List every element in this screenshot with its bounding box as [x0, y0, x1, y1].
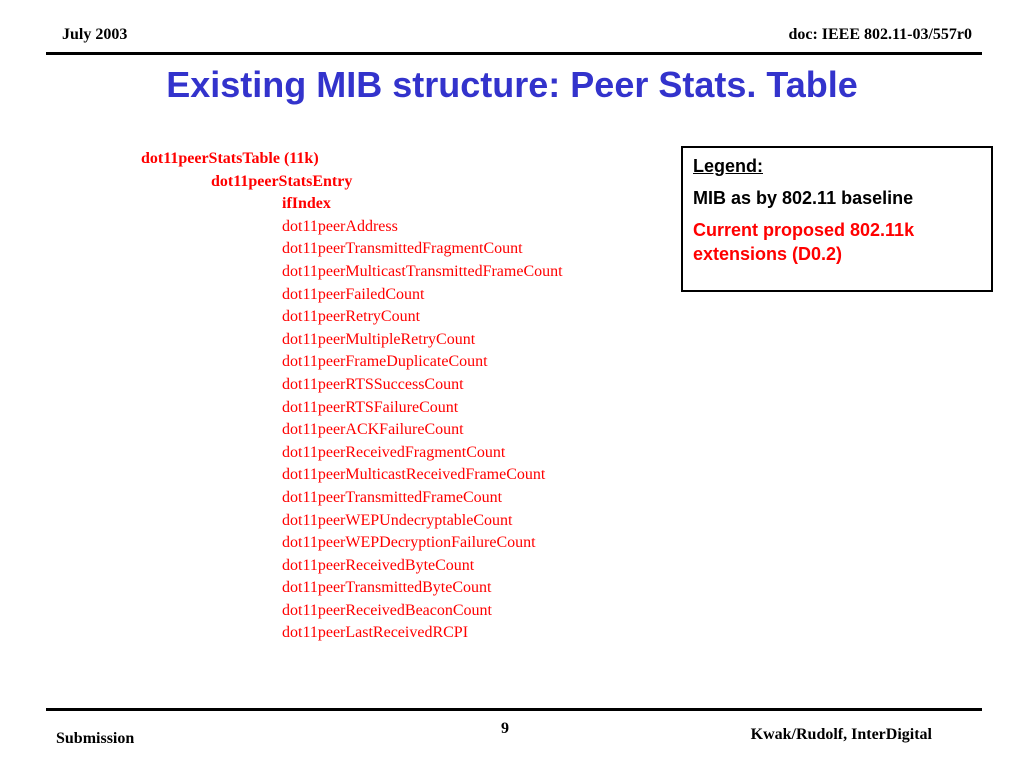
page-number: 9 — [501, 720, 509, 737]
slide-title: Existing MIB structure: Peer Stats. Table — [166, 64, 858, 105]
mib-object: dot11peerTransmittedFragmentCount — [282, 240, 523, 258]
mib-tree — [0, 148, 563, 645]
mib-object: dot11peerRTSSuccessCount — [282, 375, 464, 393]
legend-box — [681, 146, 993, 292]
mib-entry-name: dot11peerStatsEntry — [211, 172, 353, 190]
mib-object: dot11peerWEPDecryptionFailureCount — [282, 534, 536, 552]
header-doc-id: doc: IEEE 802.11-03/557r0 — [788, 26, 972, 43]
mib-object: dot11peerFailedCount — [282, 285, 425, 303]
mib-index: ifIndex — [282, 195, 331, 213]
mib-object: dot11peerTransmittedByteCount — [282, 579, 492, 597]
footer-rule — [46, 708, 982, 711]
mib-object: dot11peerTransmittedFrameCount — [282, 488, 503, 506]
mib-object: dot11peerMultipleRetryCount — [282, 330, 476, 348]
mib-object: dot11peerReceivedFragmentCount — [282, 443, 506, 461]
mib-object: dot11peerWEPUndecryptableCount — [282, 511, 513, 529]
legend-proposed: Current proposed 802.11k extensions (D0.2) — [693, 220, 915, 264]
mib-table-name: dot11peerStatsTable (11k) — [141, 150, 319, 167]
footer-submission: Submission — [56, 730, 135, 747]
mib-object: dot11peerMulticastReceivedFrameCount — [282, 466, 546, 484]
mib-object: dot11peerRTSFailureCount — [282, 398, 459, 416]
mib-object: dot11peerACKFailureCount — [282, 421, 464, 439]
mib-object: dot11peerLastReceivedRCPI — [282, 624, 469, 642]
mib-object: dot11peerMulticastTransmittedFrameCount — [282, 262, 563, 280]
mib-object: dot11peerReceivedByteCount — [282, 556, 475, 574]
mib-object: dot11peerAddress — [282, 217, 398, 235]
legend-title: Legend: — [693, 156, 763, 176]
legend-baseline: MIB as by 802.11 baseline — [693, 188, 914, 208]
footer-authors: Kwak/Rudolf, InterDigital — [750, 726, 932, 743]
header-rule — [46, 52, 982, 55]
mib-object: dot11peerRetryCount — [282, 308, 421, 326]
mib-object: dot11peerFrameDuplicateCount — [282, 353, 488, 371]
header-date: July 2003 — [62, 26, 128, 43]
mib-object: dot11peerReceivedBeaconCount — [282, 601, 492, 619]
